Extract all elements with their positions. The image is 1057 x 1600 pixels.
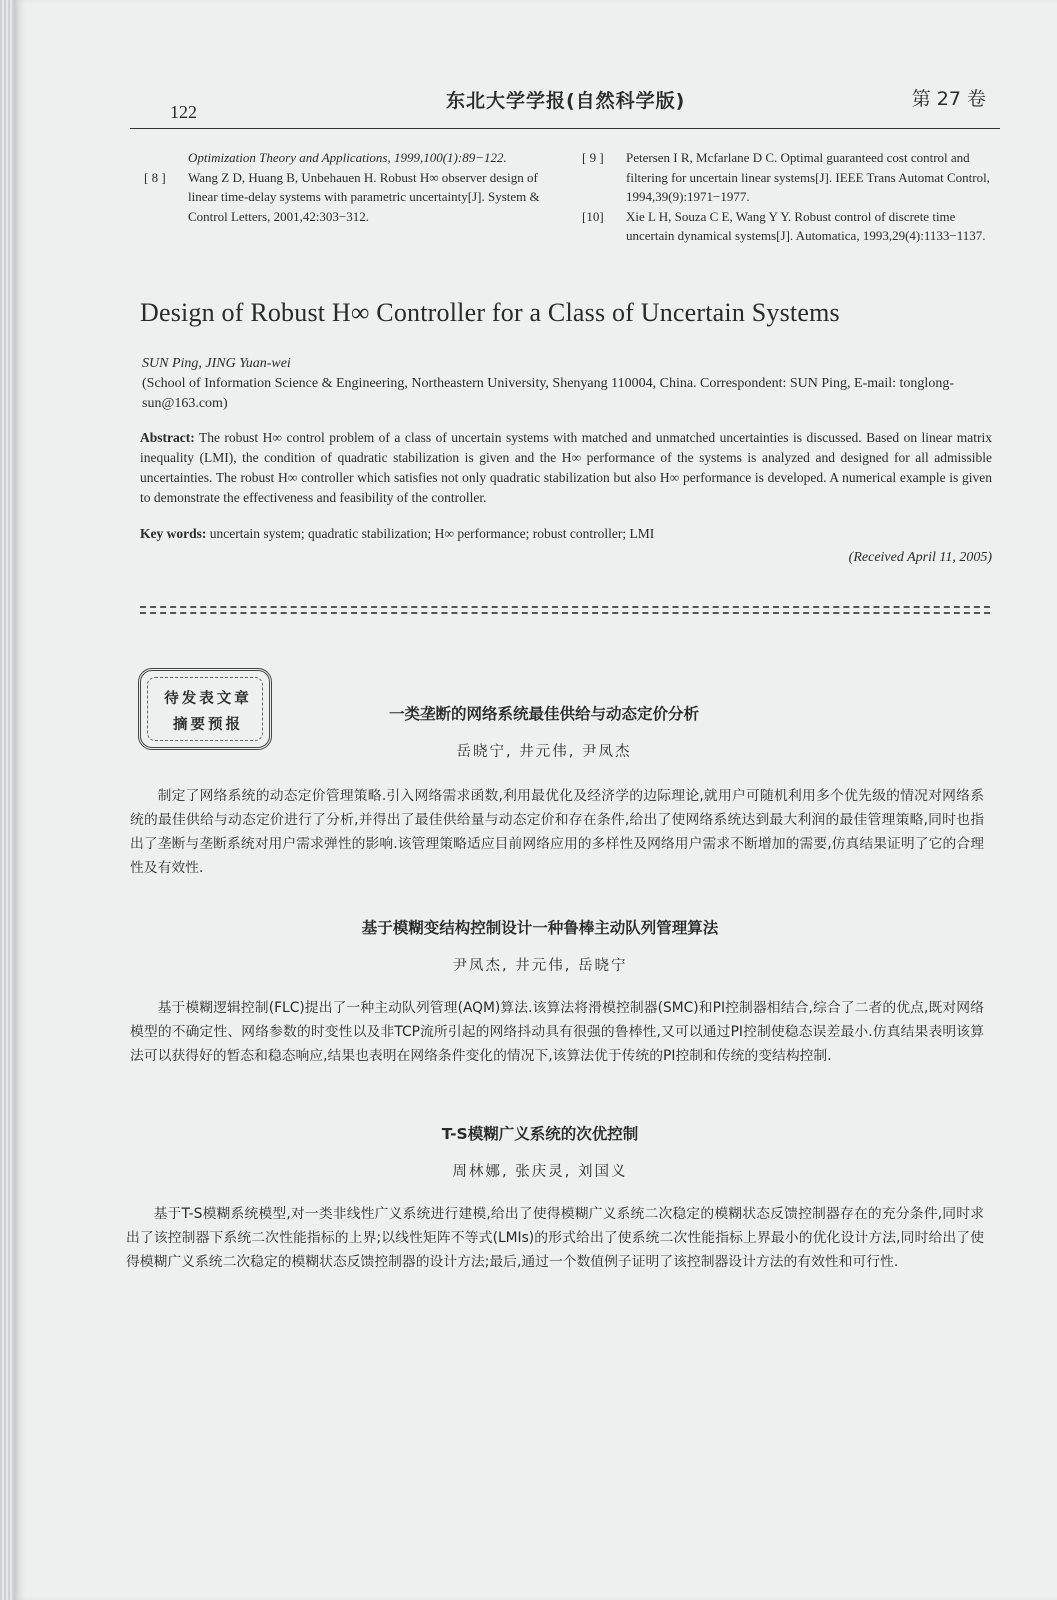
keywords-label: Key words: [140, 526, 207, 541]
references-left-column [142, 148, 552, 226]
journal-page [14, 0, 1057, 1600]
keywords [140, 526, 992, 542]
received-date: (Received April 11, 2005) [848, 550, 992, 565]
reference-text: Xie L H, Souza C E, Wang Y Y. Robust control of discrete time uncertain dynamical systems[J]. Automatica, 1993,29(4):1133−1137. [626, 208, 986, 243]
preview-title-3: T-S模糊广义系统的次优控制 [441, 1125, 639, 1143]
page-stack-edge [0, 0, 14, 1600]
preview-authors-3: 周林娜, 张庆灵, 刘国义 [452, 1164, 628, 1180]
page-header [130, 78, 1000, 129]
preview-title-1: 一类垄断的网络系统最佳供给与动态定价分析 [388, 705, 699, 723]
reference-item [580, 207, 1000, 246]
abstract-text: The robust H∞ control problem of a class of uncertain systems with matched and unmatched uncertainties is discussed. Based on linear matrix inequality (LMI), the condition of quadratic stabilization is given and the H∞ performance of the systems is analyzed and designed for all admissible uncertainties. The robust H∞ controller which satisfies not only quadratic stabilization but also H∞ performance is developed. A numerical example is given to demonstrate the effectiveness and feasibility of the controller. [140, 430, 992, 505]
stamp-line-1: 待发表文章 [164, 691, 252, 707]
abstract [140, 428, 992, 508]
preview-abstract-3: 基于T-S模糊系统模型,对一类非线性广义系统进行建模,给出了使得模糊广义系统二次稳定的模糊状态反馈控制器存在的充分条件,同时求出了该控制器下系统二次性能指标的上界;以线性矩阵不等式(LMIs)的形式给出了使系统二次性能指标上界最小的优化设计方法,同时给出了使得模糊广义系统二次稳定的模糊状态反馈控制器的设计方法;最后,通过一个数值例子证明了该控制器设计方法的有效性和可行性. [126, 1206, 984, 1270]
reference-number: [10] [582, 208, 604, 224]
preview-stamp [138, 668, 272, 750]
abstract-label: Abstract: [140, 430, 195, 445]
journal-name: 东北大学学报(自然科学版) [446, 90, 686, 112]
preview-title-2: 基于模糊变结构控制设计一种鲁棒主动队列管理算法 [361, 919, 719, 937]
keywords-text: uncertain system; quadratic stabilization; H∞ performance; robust controller; LMI [209, 526, 655, 541]
reference-number: [ 9 ] [582, 150, 604, 165]
reference-item [142, 148, 552, 168]
section-divider [140, 606, 990, 614]
english-authors: SUN Ping, JING Yuan-wei [142, 356, 291, 371]
affiliation: (School of Information Science & Engineering, Northeastern University, Shenyang 110004, China. Correspondent: SUN Ping, E-mail: tonglong-sun@163.com) [142, 376, 954, 411]
reference-item [142, 168, 552, 227]
references-right-column [580, 148, 1000, 246]
reference-text: Petersen I R, Mcfarlane D C. Optimal guaranteed cost control and filtering for uncertain linear systems[J]. IEEE Trans Automat Control, 1994,39(9):1971−1977. [626, 150, 990, 204]
reference-number: [ 8 ] [144, 169, 166, 185]
preview-authors-2: 尹凤杰, 井元伟, 岳晓宁 [452, 958, 628, 974]
reference-text: Optimization Theory and Applications, 1999,100(1):89−122. [188, 150, 507, 165]
preview-abstract-2: 基于模糊逻辑控制(FLC)提出了一种主动队列管理(AQM)算法.该算法将滑模控制器(SMC)和PI控制器相结合,综合了二者的优点,既对网络模型的不确定性、网络参数的时变性以及非TCP流所引起的网络抖动具有很强的鲁棒性,又可以通过PI控制使稳态误差最小.仿真结果表明该算法可以获得好的暂态和稳态响应,结果也表明在网络条件变化的情况下,该算法优于传统的PI控制和传统的变结构控制. [130, 1000, 984, 1064]
page-number: 122 [170, 102, 197, 122]
preview-abstract-1: 制定了网络系统的动态定价管理策略.引入网络需求函数,利用最优化及经济学的边际理论,就用户可随机利用多个优先级的情况对网络系统的最佳供给与动态定价进行了分析,并得出了最佳供给量与动态定价和存在条件,给出了使网络系统达到最大利润的最佳管理策略,同时也指出了垄断与垄断系统对用户需求弹性的影响.该管理策略适应目前网络应用的多样性及网络用户需求不断增加的需要,仿真结果证明了它的合理性及有效性. [130, 788, 984, 876]
preview-authors-1: 岳晓宁, 井元伟, 尹凤杰 [456, 744, 632, 760]
reference-item [580, 148, 1000, 207]
english-title: Design of Robust H∞ Controller for a Class of Uncertain Systems [140, 298, 840, 327]
volume-label: 第 27 卷 [911, 88, 986, 110]
reference-text: Wang Z D, Huang B, Unbehauen H. Robust H∞ observer design of linear time-delay systems with parametric uncertainty[J]. System & Control Letters, 2001,42:303−312. [188, 169, 540, 224]
stamp-line-2: 摘要预报 [173, 717, 243, 733]
